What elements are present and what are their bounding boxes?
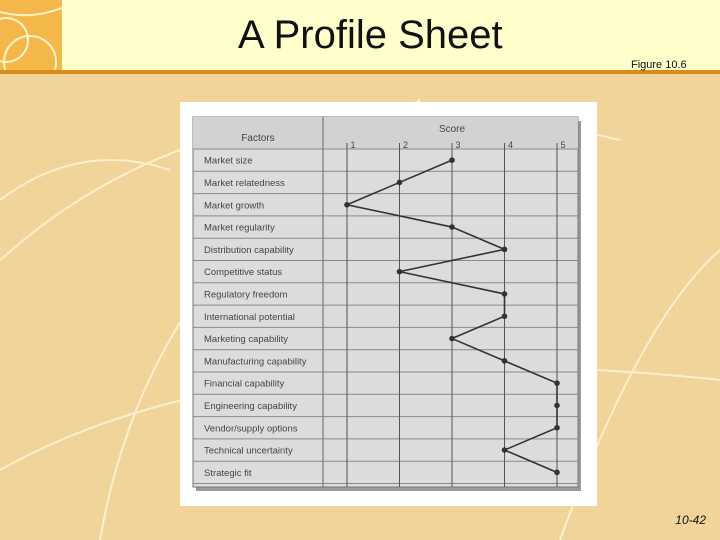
score-tick-label: 1 bbox=[350, 140, 356, 150]
factor-label: Strategic fit bbox=[204, 467, 252, 479]
factors-header: Factors bbox=[241, 133, 275, 144]
factor-label: Vendor/supply options bbox=[204, 423, 298, 435]
factor-label: Regulatory freedom bbox=[204, 289, 288, 301]
page-number: 10-42 bbox=[675, 513, 706, 527]
profile-point bbox=[449, 336, 455, 342]
score-tick-label: 5 bbox=[560, 140, 566, 150]
profile-point bbox=[502, 447, 508, 453]
title-rule bbox=[0, 70, 720, 74]
figure-label: Figure 10.6 bbox=[631, 59, 687, 71]
corner-decoration bbox=[0, 0, 62, 72]
profile-point bbox=[397, 180, 403, 186]
factor-label: Market growth bbox=[204, 200, 265, 212]
score-tick-label: 2 bbox=[402, 140, 409, 150]
score-header: Score bbox=[438, 124, 466, 135]
profile-chart bbox=[180, 102, 597, 506]
factor-label: Market relatedness bbox=[204, 177, 285, 189]
factor-label: Marketing capability bbox=[204, 334, 288, 346]
profile-point bbox=[554, 425, 560, 431]
profile-point bbox=[449, 157, 455, 163]
factor-label: Manufacturing capability bbox=[204, 356, 307, 368]
profile-point bbox=[449, 224, 455, 230]
factor-label: Market regularity bbox=[204, 222, 275, 234]
profile-point bbox=[502, 313, 508, 319]
profile-point bbox=[554, 470, 560, 476]
factor-label: Engineering capability bbox=[204, 400, 297, 412]
profile-point bbox=[502, 291, 508, 297]
factor-label: Distribution capability bbox=[204, 244, 294, 256]
profile-point bbox=[397, 269, 403, 275]
profile-point bbox=[502, 358, 508, 364]
factor-label: Technical uncertainty bbox=[204, 445, 293, 457]
factor-label: Financial capability bbox=[204, 378, 285, 390]
score-tick-label: 4 bbox=[507, 140, 514, 150]
profile-point bbox=[502, 247, 508, 253]
factor-label: Market size bbox=[204, 155, 253, 167]
profile-point bbox=[344, 202, 350, 208]
factor-label: Competitive status bbox=[204, 267, 283, 279]
score-tick-label: 3 bbox=[455, 140, 461, 150]
factor-label: International potential bbox=[204, 311, 295, 323]
profile-point bbox=[554, 380, 560, 386]
slide-title: A Profile Sheet bbox=[238, 13, 503, 57]
profile-point bbox=[554, 403, 560, 409]
